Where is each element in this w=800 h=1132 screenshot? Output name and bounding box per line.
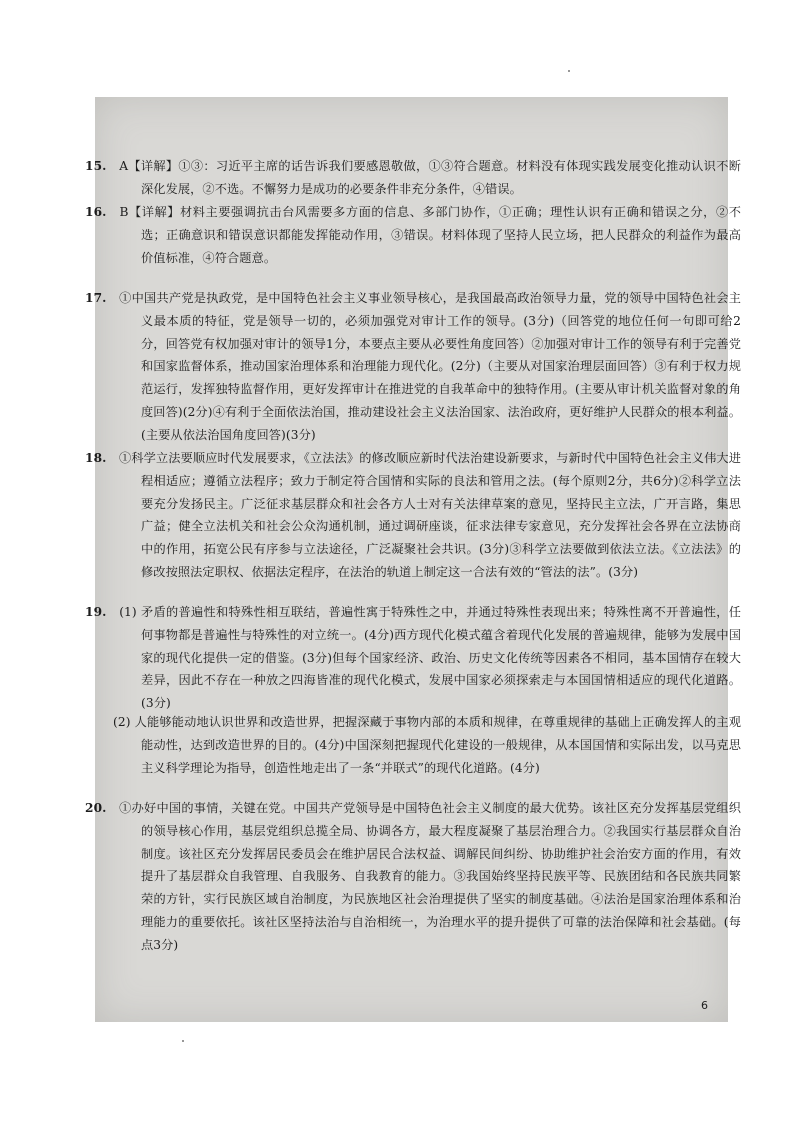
answer-text: (1) 矛盾的普遍性和特殊性相互联结，普遍性寓于特殊性之中，并通过特殊性表现出来；特殊性离不开普遍性，任何事物都是普遍性与特殊性的对立统一。(4分)西方现代化模式蕴含着现代化发展的普遍规律，能够为发展中国家的现代化提供一定的借鉴。(3分)但每个国家经济、政治、历史文化传统等因素各不相同，基本国情存在较大差异，因此不存在一种放之四海皆准的现代化模式，发展中国家必须探索走与本国国情相适应的现代化道路。(3分) (119, 605, 741, 711)
answer-text: ①办好中国的事情，关键在党。中国共产党领导是中国特色社会主义制度的最大优势。该社区充分发挥基层党组织的领导核心作用，基层党组织总揽全局、协调各方，最大程度凝聚了基层治理合力。②我国实行基层群众自治制度。该社区充分发挥居民委员会在维护居民合法权益、调解民间纠纷、协助维护社会治安方面的作用，有效提升了基层群众自我管理、自我服务、自我教育的能力。③我国始终坚持民族平等、民族团结和各民族共同繁荣的方针，实行民族区域自治制度，为民族地区社会治理提供了坚实的制度基础。④法治是国家治理体系和治理能力的重要依托。该社区坚持法治与自治相统一，为治理水平的提升提供了可靠的法治保障和社会基础。(每点3分) (119, 801, 742, 952)
answer-15: 15. A【详解】①③：习近平主席的话告诉我们要感恩敬做，①③符合题意。材料没有体现实践发展变化推动认识不断深化发展，②不选。不懈努力是成功的必要条件非充分条件，④错误。 (85, 159, 741, 196)
answer-text: B【详解】材料主要强调抗击台风需要多方面的信息、多部门协作，①正确；理性认识有正确和错误之分，②不选；正确意识和错误意识都能发挥能动作用，③错误。材料体现了坚持人民立场，把人民群众的利益作为最高价值标准，④符合题意。 (119, 205, 741, 265)
answer-18: 18. ①科学立法要顺应时代发展要求，《立法法》的修改顺应新时代法治建设新要求，与新时代中国特色社会主义伟大进程相适应；遵循立法程序；致力于制定符合国情和实际的良法和管用之法。(每个原则2分，共6分)②科学立法要充分发扬民主。广泛征求基层群众和社会各方人士对有关法律草案的意见，坚持民主立法，广开言路，集思广益；健全立法机关和社会公众沟通机制，通过调研座谈，征求法律专家意见，充分发挥社会各界在立法协商中的作用，拓宽公民有序参与立法途径，广泛凝聚社会共识。(3分)③科学立法要做到依法立法。《立法法》的修改按照法定职权、依据法定程序，在法治的轨道上制定这一合法有效的“管法的法”。(3分) (85, 451, 742, 579)
answer-16: 16. B【详解】材料主要强调抗击台风需要多方面的信息、多部门协作，①正确；理性认识有正确和错误之分，②不选；正确意识和错误意识都能发挥能动作用，③错误。材料体现了坚持人民立场，把人民群众的利益作为最高价值标准，④符合题意。 (85, 205, 741, 265)
answer-text: ①中国共产党是执政党，是中国特色社会主义事业领导核心，是我国最高政治领导力量，党的领导中国特色社会主义最本质的特征，党是领导一切的，必须加强党对审计工作的领导。(3分)（回答党的地位任何一句即可给2分，回答党有权加强对审计的领导1分，本要点主要从必要性角度回答）②加强对审计工作的领导有利于完善党和国家监督体系，推动国家治理体系和治理能力现代化。(2分)（主要从对国家治理层面回答）③有利于权力规范运行，发挥独特监督作用，更好发挥审计在推进党的自我革命中的独特作用。(主要从审计机关监督对象的角度回答)(2分)④有利于全面依法治国，推动建设社会主义法治国家、法治政府，更好维护人民群众的根本利益。(主要从依法治国角度回答)(3分) (119, 291, 742, 442)
answer-text: ①科学立法要顺应时代发展要求，《立法法》的修改顺应新时代法治建设新要求，与新时代中国特色社会主义伟大进程相适应；遵循立法程序；致力于制定符合国情和实际的良法和管用之法。(每个原则2分，共6分)②科学立法要充分发扬民主。广泛征求基层群众和社会各方人士对有关法律草案的意见，坚持民主立法，广开言路，集思广益；健全立法机关和社会公众沟通机制，通过调研座谈，征求法律专家意见，充分发挥社会各界在立法协商中的作用，拓宽公民有序参与立法途径，广泛凝聚社会共识。(3分)③科学立法要做到依法立法。《立法法》的修改按照法定职权、依据法定程序，在法治的轨道上制定这一合法有效的“管法的法”。(3分) (119, 451, 742, 579)
scan-speck (182, 1040, 184, 1042)
answer-19-part-1: 19. (1) 矛盾的普遍性和特殊性相互联结，普遍性寓于特殊性之中，并通过特殊性表现出来；特殊性离不开普遍性，任何事物都是普遍性与特殊性的对立统一。(4分)西方现代化模式蕴含着现代化发展的普遍规律，能够为发展中国家的现代化提供一定的借鉴。(3分)但每个国家经济、政治、历史文化传统等因素各不相同，基本国情存在较大差异，因此不存在一种放之四海皆准的现代化模式，发展中国家必须探索走与本国国情相适应的现代化道路。(3分) (85, 605, 741, 711)
answer-17: 17. ①中国共产党是执政党，是中国特色社会主义事业领导核心，是我国最高政治领导力量，党的领导中国特色社会主义最本质的特征，党是领导一切的，必须加强党对审计工作的领导。(3分)（回答党的地位任何一句即可给2分，回答党有权加强对审计的领导1分，本要点主要从必要性角度回答）②加强对审计工作的领导有利于完善党和国家监督体系，推动国家治理体系和治理能力现代化。(2分)（主要从对国家治理层面回答）③有利于权力规范运行，发挥独特监督作用，更好发挥审计在推进党的自我革命中的独特作用。(主要从审计机关监督对象的角度回答)(2分)④有利于全面依法治国，推动建设社会主义法治国家、法治政府，更好维护人民群众的根本利益。(主要从依法治国角度回答)(3分) (85, 291, 742, 442)
answer-20: 20. ①办好中国的事情，关键在党。中国共产党领导是中国特色社会主义制度的最大优势。该社区充分发挥基层党组织的领导核心作用，基层党组织总揽全局、协调各方，最大程度凝聚了基层治理合力。②我国实行基层群众自治制度。该社区充分发挥居民委员会在维护居民合法权益、调解民间纠纷、协助维护社会治安方面的作用，有效提升了基层群众自我管理、自我服务、自我教育的能力。③我国始终坚持民族平等、民族团结和各民族共同繁荣的方针，实行民族区域自治制度，为民族地区社会治理提供了坚实的制度基础。④法治是国家治理体系和治理能力的重要依托。该社区坚持法治与自治相统一，为治理水平的提升提供了可靠的法治保障和社会基础。(每点3分) (85, 801, 742, 952)
scan-speck (568, 70, 570, 72)
answer-text: (2) 人能够能动地认识世界和改造世界，把握深藏于事物内部的本质和规律，在尊重规律的基础上正确发挥人的主观能动性，达到改造世界的目的。(4分)中国深刻把握现代化建设的一般规律，从本国国情和实际出发，以马克思主义科学理论为指导，创造性地走出了一条“并联式”的现代化道路。(4分) (113, 715, 741, 775)
answer-sheet-page (85, 97, 742, 1022)
answer-19-part-2 (113, 711, 741, 779)
page-number: 6 (701, 999, 708, 1012)
answer-text: A【详解】①③：习近平主席的话告诉我们要感恩敬做，①③符合题意。材料没有体现实践发展变化推动认识不断深化发展，②不选。不懈努力是成功的必要条件非充分条件，④错误。 (119, 159, 741, 196)
